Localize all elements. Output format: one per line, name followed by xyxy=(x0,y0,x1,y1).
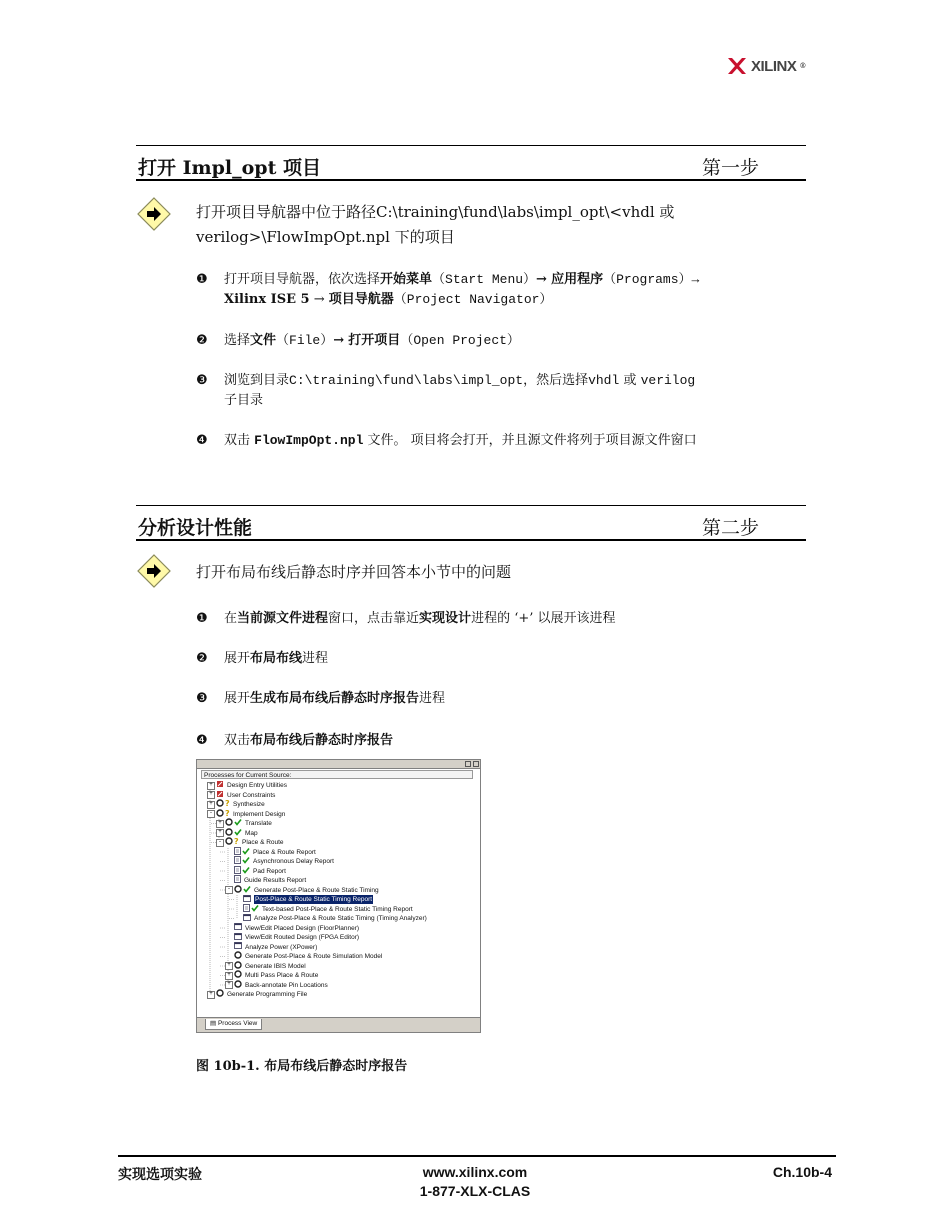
tab-label: Process View xyxy=(217,1020,258,1027)
process-tree-item[interactable] xyxy=(234,914,427,923)
svg-text:?: ? xyxy=(225,799,230,807)
item-bold: 文件 xyxy=(250,333,277,348)
section2-item-4 xyxy=(196,731,811,751)
section1-top-rule xyxy=(136,145,806,146)
collapse-icon[interactable]: - xyxy=(216,839,224,847)
logo-text: XILINX xyxy=(751,57,797,75)
item-text: 在 xyxy=(224,611,238,626)
item-bold: Xilinx ISE 5 xyxy=(224,292,310,307)
section2-intro: 打开布局布线后静态时序并回答本小节中的问题 xyxy=(196,563,512,581)
tree-item-label: Pad Report xyxy=(253,867,286,875)
item-bold: 布局布线后静态时序报告 xyxy=(250,733,394,748)
gear-icon xyxy=(234,885,242,896)
xilinx-logo xyxy=(726,55,806,77)
gear-icon xyxy=(234,980,242,991)
tree-item-label: Place & Route Report xyxy=(253,848,316,856)
tree-item-label: Map xyxy=(245,829,258,837)
expand-icon[interactable]: + xyxy=(207,801,215,809)
section1-intro xyxy=(196,200,796,250)
item-mono: verilog xyxy=(640,373,696,388)
section2-item-1 xyxy=(196,609,811,629)
gear-icon xyxy=(216,809,224,820)
win-icon xyxy=(243,914,251,924)
tree-item-label: Post-Place & Route Static Timing Report xyxy=(255,896,373,903)
tree-item-label: Generate Programming File xyxy=(227,991,308,998)
process-tree-item[interactable] xyxy=(225,933,359,942)
item-bold: 开始菜单 xyxy=(380,272,433,287)
close-button[interactable] xyxy=(473,761,479,767)
process-tree-item[interactable] xyxy=(225,924,359,933)
section2-item-3 xyxy=(196,689,811,709)
item-number: ❸ xyxy=(196,373,208,388)
tree-item-label: Back-annotate Pin Locations xyxy=(245,981,328,989)
footer-rule xyxy=(118,1155,836,1157)
figure-caption: 图 10b-1. 布局布线后静态时序报告 xyxy=(196,1059,408,1074)
tree-item-label: Guide Results Report xyxy=(244,877,307,884)
panel-titlebar xyxy=(197,760,480,769)
tree-item-label: Analyze Post-Place & Route Static Timing (Timing Analyzer) xyxy=(254,915,427,922)
item-text: 进程的 ‘+’ 以展开该进程 xyxy=(471,611,616,626)
item-number: ❹ xyxy=(196,733,208,748)
tree-item-label: Place & Route xyxy=(242,839,284,846)
item-number: ❸ xyxy=(196,691,208,706)
tree-item-label: Generate IBIS Model xyxy=(245,962,306,970)
item-text: 文件。 项目将会打开，并且源文件将列于项目源文件窗口 xyxy=(367,433,697,448)
item-filename: FlowImpOpt.npl xyxy=(254,433,364,448)
check-icon xyxy=(251,904,259,915)
section1-item-3 xyxy=(196,371,811,411)
item-bold: 当前源文件进程 xyxy=(237,611,329,626)
collapse-icon[interactable]: - xyxy=(225,886,233,894)
item-text: 双击 xyxy=(224,433,251,448)
expand-icon[interactable]: + xyxy=(216,820,224,828)
process-tree-item[interactable] xyxy=(225,952,382,961)
process-tree-item[interactable] xyxy=(207,990,307,999)
item-mono: （Open Project） xyxy=(400,333,520,348)
svg-text:?: ? xyxy=(234,837,239,845)
item-number: ❷ xyxy=(196,333,208,348)
section2-title: 分析设计性能 xyxy=(138,517,253,539)
section2-bottom-rule xyxy=(136,539,806,541)
arrow: → xyxy=(333,333,345,348)
item-mono: （Programs）→ xyxy=(603,272,700,287)
expand-icon[interactable]: + xyxy=(207,782,215,790)
item-number: ❷ xyxy=(196,651,208,666)
item-bold: 布局布线 xyxy=(250,651,303,666)
item-text: ，然后选择 xyxy=(523,373,589,388)
gear-icon xyxy=(225,837,233,848)
expand-icon[interactable]: + xyxy=(207,791,215,799)
restore-button[interactable] xyxy=(465,761,471,767)
section2-top-rule xyxy=(136,505,806,506)
item-text: 选择 xyxy=(224,333,251,348)
logo-reg: ® xyxy=(799,62,807,70)
item-text: 浏览到目录 xyxy=(224,373,290,388)
item-mono: （Start Menu） xyxy=(432,272,537,287)
tree-item-label: Generate Post-Place & Route Simulation Model xyxy=(245,953,383,960)
xilinx-logo-icon xyxy=(726,55,748,77)
step-pointer-icon xyxy=(137,554,171,588)
expand-icon[interactable]: + xyxy=(225,972,233,980)
item-text: 展开 xyxy=(224,691,251,706)
tree-item-label: View/Edit Placed Design (FloorPlanner) xyxy=(245,924,360,932)
footer-phone: 1-877-XLX-CLAS xyxy=(419,1183,531,1199)
tab-bar xyxy=(197,1017,480,1032)
process-tree-item[interactable] xyxy=(225,886,379,895)
item-text: 或 xyxy=(623,373,637,388)
item-text: 窗口，点击靠近 xyxy=(328,611,420,626)
process-tree-item[interactable] xyxy=(234,905,413,914)
section1-title: 打开 Impl_opt 项目 xyxy=(138,157,321,179)
item-mono: （File） xyxy=(276,333,334,348)
item-bold: 应用程序 xyxy=(551,272,604,287)
item-mono: vhdl xyxy=(588,373,620,388)
tree-item-label: Multi Pass Place & Route xyxy=(245,972,319,979)
item-text: 打开项目导航器，依次选择 xyxy=(224,272,381,287)
footer-left: 实现选项实验 xyxy=(118,1166,202,1182)
item-text: 双击 xyxy=(224,733,251,748)
svg-text:?: ? xyxy=(225,808,230,817)
item-bold: 打开项目 xyxy=(348,333,401,348)
item-text: 进程 xyxy=(302,651,329,666)
win-icon xyxy=(234,933,242,943)
item-mono: C:\training\fund\labs\impl_opt xyxy=(289,373,524,388)
item-mono: （Project Navigator） xyxy=(393,292,553,307)
tab-icon: ▤ xyxy=(210,1020,218,1027)
tree-item-label: Implement Design xyxy=(233,810,286,818)
expand-icon[interactable]: + xyxy=(225,962,233,970)
intro-line2: verilog>\FlowImpOpt.npl 下的项目 xyxy=(196,228,455,246)
item-number: ❶ xyxy=(196,272,208,287)
arrow: → xyxy=(536,272,547,287)
tree-item-label: Design Entry Utilities xyxy=(227,782,287,789)
process-tree-item[interactable] xyxy=(207,810,285,819)
tree-item-label: User Constraints xyxy=(227,791,276,799)
item-bold: 实现设计 xyxy=(419,611,472,626)
item-number: ❶ xyxy=(196,611,208,626)
tab-process-view[interactable] xyxy=(205,1019,262,1030)
tree-item-label: Synthesize xyxy=(233,801,265,808)
process-view-screenshot xyxy=(196,759,481,1033)
item-text: 展开 xyxy=(224,651,251,666)
tree-item-label: Analyze Power (XPower) xyxy=(245,943,318,951)
section1-step: 第一步 xyxy=(702,157,760,179)
arrow: → xyxy=(313,292,325,307)
processes-header: Processes for Current Source: xyxy=(201,770,473,779)
footer-website[interactable]: www.xilinx.com xyxy=(422,1164,528,1180)
item-text: 子目录 xyxy=(224,393,264,408)
item-number: ❹ xyxy=(196,433,208,448)
tree-item-label: Translate xyxy=(245,820,272,827)
section1-bottom-rule xyxy=(136,179,806,181)
process-tree xyxy=(201,781,473,1011)
expand-icon[interactable]: + xyxy=(225,981,233,989)
expand-icon[interactable]: + xyxy=(207,991,215,999)
tree-item-label: Generate Post-Place & Route Static Timing xyxy=(254,886,379,894)
section1-item-1 xyxy=(196,270,811,310)
tree-item-label: View/Edit Routed Design (FPGA Editor) xyxy=(245,934,360,941)
item-bold: 生成布局布线后静态时序报告 xyxy=(250,691,420,706)
footer-page: Ch.10b-4 xyxy=(772,1164,832,1180)
tree-item-label: Asynchronous Delay Report xyxy=(253,858,334,865)
section1-item-2 xyxy=(196,331,811,351)
gear-icon xyxy=(216,989,224,1000)
tree-item-label: Text-based Post-Place & Route Static Timing Report xyxy=(262,905,413,913)
collapse-icon[interactable]: - xyxy=(207,810,215,818)
expand-icon[interactable]: + xyxy=(216,829,224,837)
item-text: 进程 xyxy=(419,691,446,706)
step-pointer-icon xyxy=(137,197,171,231)
section2-item-2 xyxy=(196,649,811,669)
check-icon xyxy=(242,866,250,877)
win-icon xyxy=(234,923,242,933)
section2-step: 第二步 xyxy=(702,517,760,539)
intro-line1: 打开项目导航器中位于路径C:\training\fund\labs\impl_opt\<vhdl 或 xyxy=(196,203,675,221)
item-bold: 项目导航器 xyxy=(328,292,394,307)
process-tree-item[interactable] xyxy=(225,981,328,990)
section1-item-4 xyxy=(196,431,811,451)
